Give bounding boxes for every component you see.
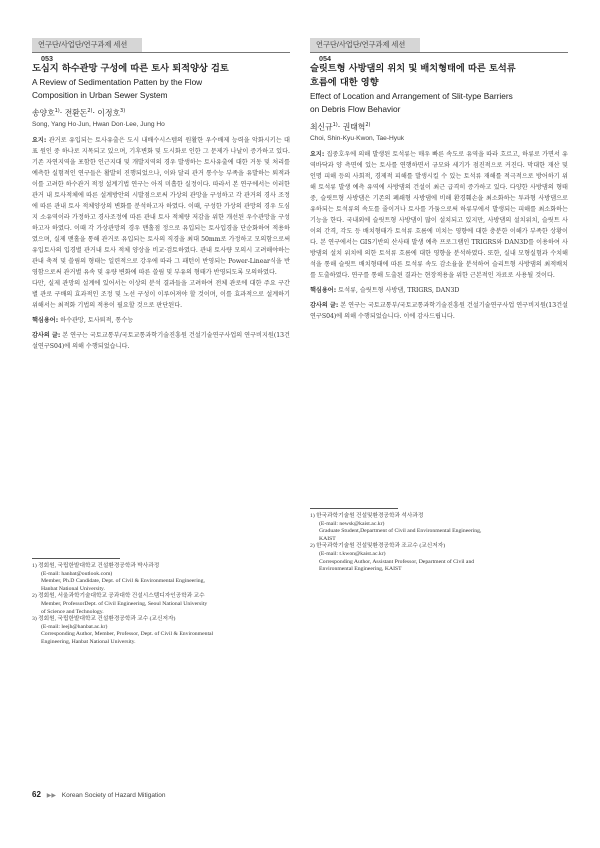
double-arrow-icon: ▶▶ xyxy=(46,793,56,799)
session-label: 연구단/사업단/연구과제 세션 xyxy=(38,40,128,49)
article-title-en-line1: A Review of Sedimentation Patten by the Flow xyxy=(32,77,203,87)
footnote xyxy=(32,593,290,616)
footnote xyxy=(310,513,568,543)
left-article xyxy=(32,38,290,352)
article-title-en-line1: Effect of Location and Arrangement of Slit-type Barriers xyxy=(310,91,513,101)
session-tab xyxy=(32,38,142,63)
abstract-text-2: 다만, 실제 관망의 설계에 있어서는 이상의 분석 결과들을 고려하여 전체 관로에 대한 주요 구간별 관로 구배의 효과적인 조정 및 노선 구성이 이루어져야 할 것이며, 이를 효과적으로 설계하기 위해서는 최적화 기법의 적용이 필요할 것으로 판단된다. xyxy=(32,280,290,310)
footnote-main: 1) 한국과학기술원 건설및환경공학과 석사과정 xyxy=(310,513,424,519)
authors-en: Song, Yang Ho·Jun, Hwan Don·Lee, Jung Ho xyxy=(32,120,165,128)
header-rule xyxy=(32,52,290,53)
right-article xyxy=(310,38,568,322)
acknowledgement: 감사의 글: 본 연구는 국토교통부/국토교통과학기술진흥원 건설기술연구사업 연구비지원(13건설연구S04)에 의해 수행되었습니다. 이에 감사드립니다. xyxy=(310,302,568,321)
society-name: Korean Society of Hazard Mitigation xyxy=(61,792,166,799)
authors-ko: 송양호$^{1)}$· 전환돈$^{2)}$· 이정호$^{3)}$ xyxy=(32,108,126,118)
article-title-en-line2: on Debris Flow Behavior xyxy=(310,104,401,114)
footnote xyxy=(32,616,290,646)
session-number: 053 xyxy=(41,54,53,63)
article-title-en-line2: Composition in Urban Sewer System xyxy=(32,90,168,100)
footnote-rule xyxy=(310,508,398,509)
footnote-main: 1) 정회원, 국립한밭대학교 건설환경공학과 박사과정 xyxy=(32,563,160,569)
abstract-label: 요지: xyxy=(32,136,47,144)
footnote-line: Member, ProfessorDept. of Civil Engineering, Seoul National University xyxy=(41,600,208,607)
article-title-ko: 도심지 하수관망 구성에 따른 토사 퇴적양상 검토 xyxy=(32,63,229,74)
abstract-label: 요지: xyxy=(310,150,325,158)
footnote-line: (E-mail: newsk@kaist.ac.kr) xyxy=(319,520,385,527)
session-label: 연구단/사업단/연구과제 세션 xyxy=(316,40,406,49)
footnote xyxy=(32,563,290,593)
footnote-line: (E-mail: leejh@hanbat.ac.kr) xyxy=(41,623,108,630)
keywords: 핵심용어: 토석류, 슬릿트형 사방댐, TRIGRS, DAN3D xyxy=(310,287,460,295)
header-rule xyxy=(310,52,568,53)
footnote-line: Environmental Engineering, KAIST xyxy=(319,566,402,573)
footnote-line: (E-mail: t.kwon@kaist.ac.kr) xyxy=(319,550,386,557)
page-footer xyxy=(32,790,165,799)
article-title-ko-line1: 슬릿트형 사방댐의 위치 및 배치형태에 따른 토석류 xyxy=(310,63,516,74)
footnote-line: of Science and Technology. xyxy=(41,608,104,615)
abstract xyxy=(310,149,568,282)
footnote-line: Corresponding Author, Assistant Professor, Department of Civil and xyxy=(319,558,475,565)
footnote-line: Engineering, Hanbat National University. xyxy=(41,638,136,645)
session-number: 054 xyxy=(319,54,331,63)
abstract xyxy=(32,135,290,312)
footnote-main: 2) 한국과학기술원 건설및환경공학과 조교수 (교신저자) xyxy=(310,543,446,550)
footnote-rule xyxy=(32,558,120,559)
abstract-text: 관거로 유입되는 토사유출은 도시 내배수시스템의 원활한 우수배제 능력을 악화시키는 대표 원인 중 하나로 지목되고 있으며, 기후변화 및 도시화로 인한 그 문제가 나날이 증가하고 있다. 기존 자연지역을 포함한 인근지대 및 개발지역의 경우 발생하는 토사유출에 대한 거동 및 처리를 예측한 실험적인 연구들은 활발히 진행되었으나, 이와 달리 관거 통수능 부족을 유발하는 퇴적과 이를 고려한 하수관거 적정 설계기법 연구는 아직 미흡한 실정이다. 따라서 본 연구에서는 이러한 관거 내 토사적체에 따른 설계방안의 시발점으로써 가상의 관망을 구성하고 각 관거의 경사 조정에 따른 관내 토사 적체양상의 변화를 분석하고자 하였다. 이때, 구성한 가상의 관망의 경우 도심지 소유역이라 가정하고 경사조정에 따른 관내 토사 적체량 저감을 위한 개선된 우수관망을 구성하고자 하였다. 이때 각 가상관망의 경우 맨홀점 정으로 유입되는 토사입경을 단순화하여 적용하였으며, 실제 맨홀을 통해 관거로 유입되는 토사의 직경을 최대 50mm로 가정하고 모의함으로써 유입토사의 입경별 관거내 토사 적체 양상을 비교·검토하였다. 관내 토사량 모의시 고려해야하는 관내 축적 및 쓸림의 형태는 일련적으로 강우에 따라 그 패턴이 반영되는 Power-Linear식을 반영함으로써 관거별 유속 및 유량 변화에 따른 쓸림 및 부유의 형태가 반영되도록 모의하였다. xyxy=(32,136,290,277)
article-title-ko-line2: 흐름에 대한 영향 xyxy=(310,77,379,88)
keywords: 핵심용어: 하수관망, 토사퇴적, 통수능 xyxy=(32,317,134,325)
authors-en: Choi, Shin-Kyu·Kwon, Tae-Hyuk xyxy=(310,134,405,142)
footnote-line: Graduate Student,Department of Civil and Environmental Engineering, xyxy=(319,528,482,535)
session-tab xyxy=(310,38,420,63)
acknowledgement: 감사의 글: 본 연구는 국토교통부/국토교통과학기술진흥원 건설기술연구사업의 연구비지원(13건설연구S04)에 의해 수행되었습니다. xyxy=(32,332,290,351)
footnotes-right xyxy=(310,513,568,574)
footnote-line: (E-mail: hanbat@outlook.com) xyxy=(41,570,113,577)
footnote-line: Member, Ph.D Candidate, Dept. of Civil & Environmental Engineering, xyxy=(41,578,205,585)
footnotes-left xyxy=(32,563,290,647)
footnote-line: Corresponding Author, Member, Professor, Dept. of Civil & Environmental xyxy=(41,631,214,638)
authors-ko: 최신규$^{1)}$· 권태혁$^{2)}$ xyxy=(310,122,371,132)
footnote-main: 3) 정회원, 국립한밭대학교 건설환경공학과 교수 (교신저자) xyxy=(32,616,176,623)
page-number: 62 xyxy=(32,790,41,799)
footnote xyxy=(310,543,568,573)
abstract-text: 집중호우에 의해 발생된 토석류는 매우 빠른 속도로 유역을 따라 흐르고, 하류로 가면서 유역바닥과 양 측면에 있는 토사를 연행하면서 규모와 세기가 점진적으로 커진다. 막대한 재산 및 인명 피해 등의 사회적, 경제적 피해를 발생시킬 수 있는 토석류 재해를 적극적으로 방어하기 위해 토석류 발생 예측 유역에 사방댐의 건설이 최근 급격히 증가하고 있다. 다양한 사방댐의 형태 중, 슬릿트형 사방댐은 기존의 폐쇄형 사방댐에 비해 환경훼손을 최소화하는 투과형 사방댐으로 유하되는 토석류의 속도를 줄이거나 토사를 가둠으로써 하류부에서 발생되는 피해를 최소화하는 기능을 한다. 국내외에 슬릿트형 사방댐이 많이 설치되고 있지만, 사방댐의 설치위치, 슬릿트 사이의 간격, 각도 등 배치형태가 토석류 흐름에 미치는 영향에 대한 충분한 이해가 부족한 상황이다. 본 연구에서는 GIS기반의 산사태 발생 예측 프로그램인 TRIGRS와 DAN3D를 이용하여 사방댐의 설치 위치에 의한 토석류 흐름에 대한 영향을 분석하였다. 또한, 실내 모형실험과 수치해석을 통해 슬릿트 배치형태에 따른 토석류 속도 감소율을 분석하여 슬리트형 사방댐의 최적배치를 도출하였다. 연구를 통해 도출된 결과는 현장적용을 위한 근본적인 자료로 사용될 것이다. xyxy=(310,150,568,280)
footnote-line: KAIST xyxy=(319,535,336,542)
footnote-line: Hanbat National University. xyxy=(41,585,105,592)
footnote-main: 2) 정회원, 서울과학기술대학교 공과대학 건설시스템디자인공학과 교수 xyxy=(32,593,205,600)
